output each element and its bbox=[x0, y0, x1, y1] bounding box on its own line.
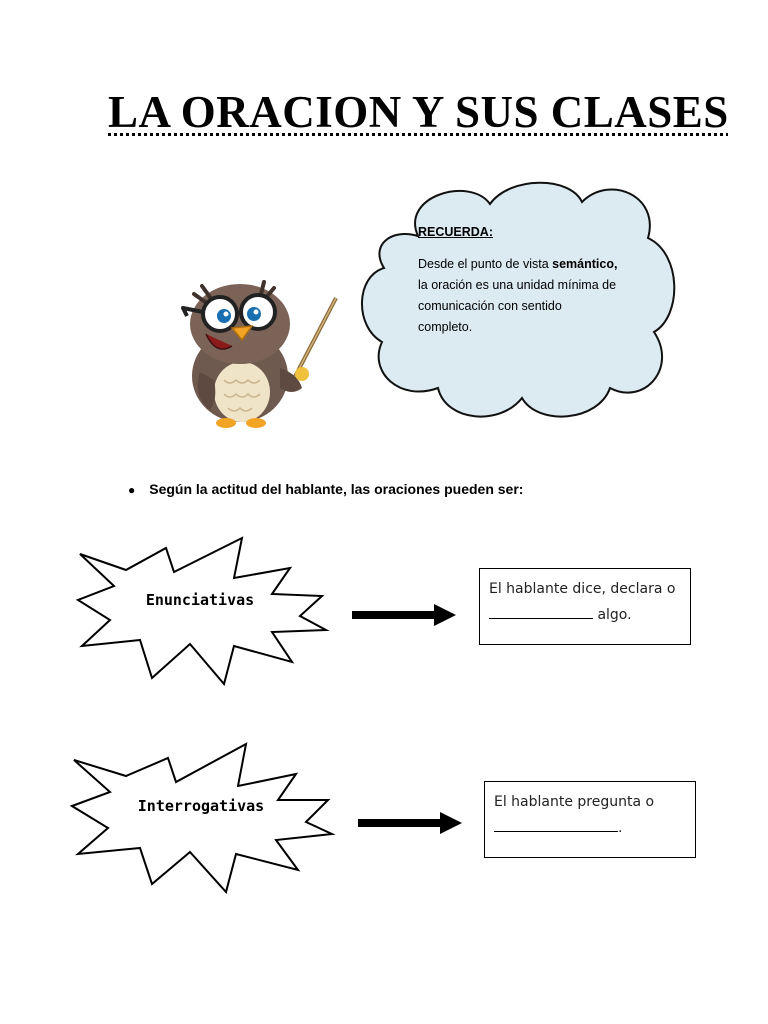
bullet-dot-icon: ● bbox=[128, 483, 136, 497]
arrow-right-icon bbox=[358, 812, 462, 834]
page-title: LA ORACION Y SUS CLASES bbox=[108, 87, 729, 137]
type-label-enunciativas: Enunciativas bbox=[145, 591, 255, 609]
intro-bullet-text: Según la actitud del hablante, las oraciones pueden ser: bbox=[149, 481, 524, 497]
recuerda-heading: RECUERDA: bbox=[418, 225, 493, 239]
answer-line-2-suffix: . bbox=[618, 820, 623, 836]
recuerda-text-before: Desde el punto de vista bbox=[418, 257, 553, 271]
recuerda-text-bold: semántico, bbox=[552, 257, 618, 271]
answer-line-2-suffix: algo. bbox=[593, 607, 632, 623]
answer-line-1: El hablante dice, declara o bbox=[489, 581, 676, 597]
recuerda-text-after: la oración es una unidad mínima de comunicación con sentido completo. bbox=[418, 278, 617, 334]
starburst-shape bbox=[70, 742, 336, 894]
type-label-interrogativas: Interrogativas bbox=[137, 797, 265, 815]
answer-line-1: El hablante pregunta o bbox=[494, 794, 655, 810]
arrow-right-icon bbox=[352, 604, 456, 626]
fill-in-blank[interactable] bbox=[489, 604, 593, 619]
intro-bullet bbox=[128, 481, 523, 497]
recuerda-note bbox=[418, 222, 618, 338]
answer-box-enunciativas bbox=[479, 568, 691, 645]
fill-in-blank[interactable] bbox=[494, 817, 618, 832]
starburst-shape bbox=[74, 534, 330, 686]
owl-teacher-illustration bbox=[176, 272, 342, 432]
answer-box-interrogativas bbox=[484, 781, 696, 858]
